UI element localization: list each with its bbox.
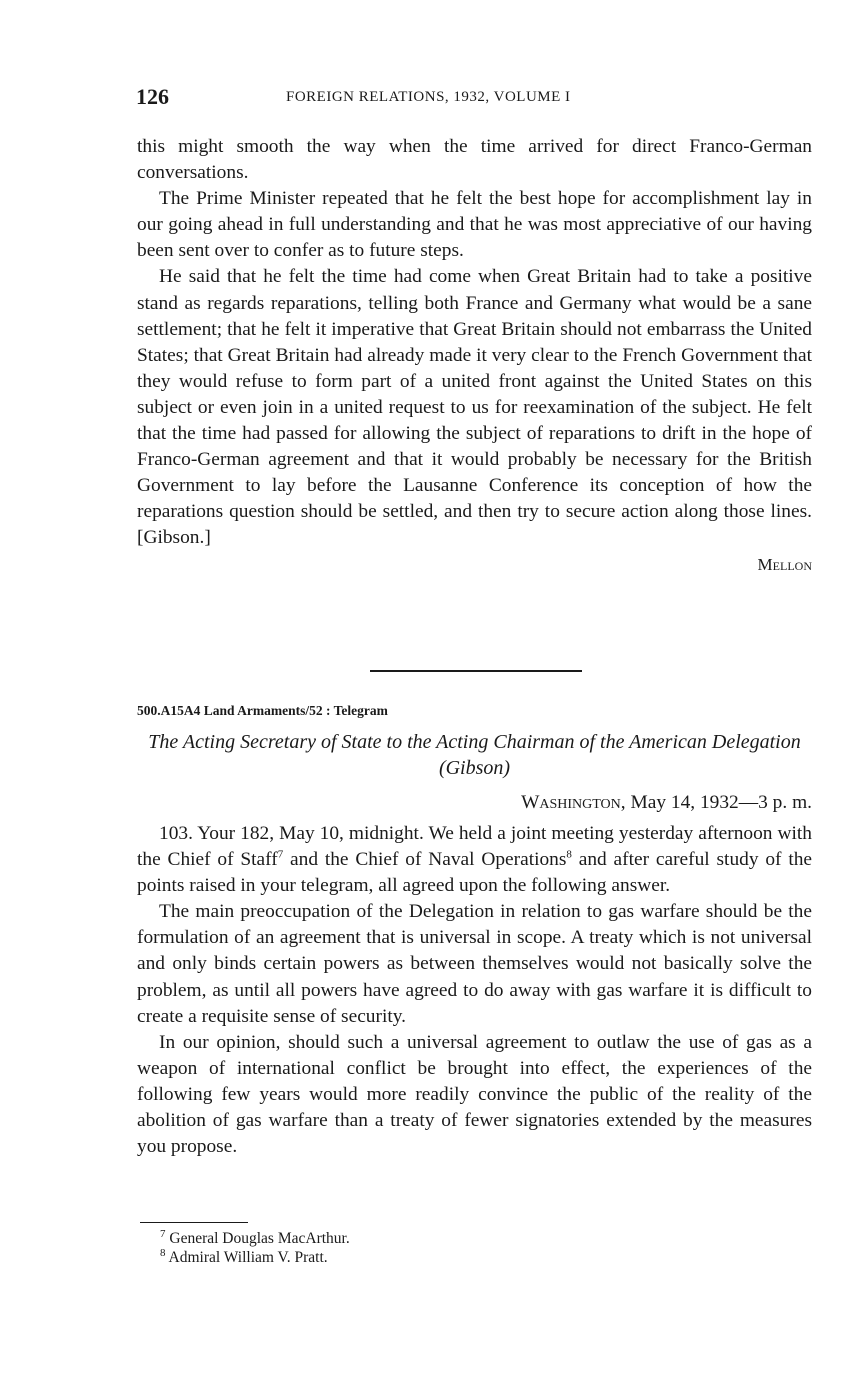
footnotes [160,1229,350,1267]
footnote-divider [140,1222,248,1223]
signature: Mellon [757,554,812,574]
paragraph-1-part-a: 103. Your 182, May 10, midnight. We held a joint meeting yesterday afternoon with the Chief of Staff [137,823,812,871]
section2-paragraph-3: In our opinion, should such a universal agreement to outlaw the use of gas as a weapon of international conflict be brought into effect, the experiences of the following few years would more readily convince the public of the reality of the abolition of gas warfare than a treaty of fewer signatories extended by the measures you propose. [137,1031,812,1158]
footnote-mark: 8 [160,1246,166,1259]
section1-paragraph-2: The Prime Minister repeated that he felt the best hope for accomplishment lay in our going ahead in full understanding and that he was most appreciative of our having been sent over to confer as to future steps. [137,188,812,262]
dateline-date: May 14, 1932—3 p. m. [630,792,812,813]
section1-paragraph-1: this might smooth the way when the time arrived for direct Franco-German conversations. [137,136,812,184]
paragraph-1-part-c: and after careful study of the points raised in your telegram, all agreed upon the following answer. [137,849,813,897]
page-header [136,84,812,114]
footnote-ref-8: 8 [566,848,572,861]
section2-paragraph-2: The main preoccupation of the Delegation in relation to gas warfare should be the formulation of an agreement that is universal in scope. A treaty which is not universal and only binds certain powers as between themselves would not basically solve the problem, as until all powers have agreed to do away with gas warfare it is difficult to create a requisite sense of security. [137,901,812,1027]
footnote-text: General Douglas MacArthur. [169,1230,350,1247]
footnote-8 [160,1248,350,1267]
section-divider [370,670,582,672]
footnote-7 [160,1229,350,1248]
dateline [137,792,812,814]
document-title: The Acting Secretary of State to the Acting Chairman of the American Delegation (Gibson) [148,731,801,779]
file-reference: 500.A15A4 Land Armaments/52 : Telegram [137,703,388,718]
section1-body [137,134,812,578]
section2-body [137,821,812,1160]
paragraph-1-part-b: and the Chief of Naval Operations [283,849,567,871]
footnote-mark: 7 [160,1227,166,1240]
footnote-text: Admiral William V. Pratt. [168,1249,328,1266]
section1-paragraph-3: He said that he felt the time had come when Great Britain had to take a positive stand as regards reparations, telling both France and Germany what would be a sane settlement; that he felt it imperative that Great Britain should not embarrass the United States; that Great Britain had already made it very clear to the French Government that they would refuse to form part of a united front against the United States on this subject or even join in a united request to us for reexamination of the subject. He felt that the time had passed for allowing the subject of reparations to drift in the hope of Franco-German agreement and that it would probably be necessary for the British Government to lay before the Lausanne Conference its conception of how the reparations question should be settled, and then try to secure action along those lines. [Gibson.] [137,266,812,549]
dateline-place: Washington, [521,792,626,813]
running-head: FOREIGN RELATIONS, 1932, VOLUME I [286,89,571,105]
page-number: 126 [136,84,169,109]
footnote-ref-7: 7 [277,848,284,861]
section2-paragraph-1 [137,821,812,899]
